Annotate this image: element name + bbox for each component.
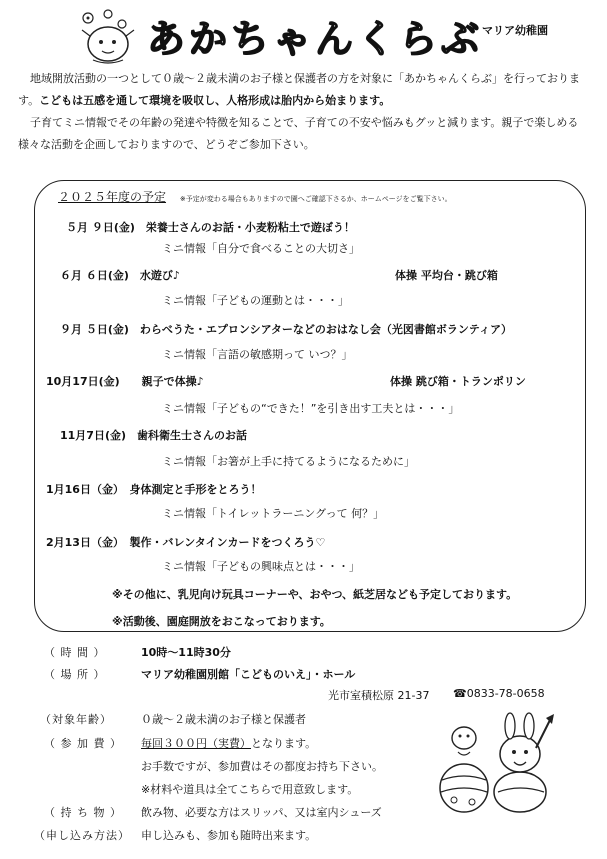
event-4-extra: 体操 跳び箱・トランポリン	[390, 375, 526, 388]
fee-value: 毎回３００円（実費）となります。	[141, 737, 317, 750]
schedule-note: ※予定が変わる場合もありますので園へご確認下さるか、ホームページをご覧下さい。	[179, 195, 452, 203]
intro-paragraph-2: 子育てミニ情報でその年齢の発達や特徴を知ることで、子育ての不安や悩みもグッと減ります。親子で楽しめる様々な活動を企画しておりますので、どうぞご参加下さい。	[18, 116, 579, 151]
bring-label: （ 持 ち 物 ）	[44, 806, 122, 819]
event-1-mini: ミニ情報「自分で食べることの大切さ」	[162, 242, 360, 255]
event-3: ９月 ５日(金) わらべうた・エプロンシアターなどのおはなし会（光図書館ボランティア）	[60, 323, 512, 336]
event-5: 11月7日(金) 歯科衛生士さんのお話	[60, 429, 248, 442]
apply-label: （申し込み方法）	[34, 829, 130, 842]
target-value: ０歳〜２歳未満のお子様と保護者	[141, 713, 306, 726]
event-2: ６月 ６日(金) 水遊び♪	[60, 269, 180, 282]
target-label: （対象年齢）	[40, 713, 112, 726]
event-7-mini: ミニ情報「子どもの興味点とは・・・」	[162, 560, 360, 573]
time-label: （ 時 間 ）	[44, 646, 106, 659]
bunny-easter-eggs-illustration	[428, 712, 558, 816]
event-4-mini: ミニ情報「子どもの“できた！”を引き出す工夫とは・・・」	[162, 402, 460, 415]
fee-note-2: ※材料や道具は全てこちらで用意致します。	[141, 783, 359, 796]
phone-number: ☎0833-78-0658	[453, 687, 545, 700]
fee-note-1: お手数ですが、参加費はその都度お持ち下さい。	[141, 760, 383, 773]
event-4: 10月17日(金) 親子で体操♪	[46, 375, 204, 388]
bring-value: 飲み物、必要な方はスリッパ、又は室内シューズ	[141, 806, 382, 819]
fee-label: （ 参 加 費 ）	[44, 737, 122, 750]
event-6-mini: ミニ情報「トイレットラーニングって 何？」	[162, 507, 385, 520]
event-7: 2月13日（金） 製作・バレンタインカードをつくろう♡	[46, 536, 326, 549]
bee-flower-illustration	[78, 6, 140, 68]
event-3-mini: ミニ情報「言語の敏感期って いつ？」	[162, 348, 353, 361]
place-label: （ 場 所 ）	[44, 668, 106, 681]
apply-value: 申し込みも、参加も随時出来ます。	[141, 829, 317, 842]
intro-paragraph-1: 地域開放活動の一つとして０歳〜２歳未満のお子様と保護者の方を対象に「あかちゃんくらぶ」を行っております。こどもは五感を通して環境を吸収し、人格形成は胎内から始まります。	[18, 72, 580, 107]
schedule-note-1: ※その他に、乳児向け玩具コーナーや、おやつ、紙芝居なども予定しております。	[112, 588, 518, 601]
address: 光市室積松原 21-37	[328, 689, 430, 702]
time-value: 10時〜11時30分	[141, 646, 231, 659]
event-1: ５月 ９日(金) 栄養士さんのお話・小麦粉粘土で遊ぼう！	[66, 221, 355, 234]
intro-text	[18, 68, 596, 156]
organization-name: マリア幼稚園	[482, 24, 548, 37]
event-5-mini: ミニ情報「お箸が上手に持てるようになるために」	[162, 455, 415, 468]
schedule-title: ２０２５年度の予定 ※予定が変わる場合もありますので園へご確認下さるか、ホームページをご覧下さい。	[58, 190, 452, 204]
event-6: 1月16日（金） 身体測定と手形をとろう！	[46, 483, 262, 496]
schedule-note-2: ※活動後、園庭開放をおこなっております。	[112, 615, 331, 628]
page-title: あかちゃんくらぶ	[147, 17, 484, 61]
place-value: マリア幼稚園別館「こどものいえ」・ホール	[141, 668, 356, 681]
event-2-mini: ミニ情報「子どもの運動とは・・・」	[162, 294, 349, 307]
event-2-extra: 体操 平均台・跳び箱	[395, 269, 498, 282]
